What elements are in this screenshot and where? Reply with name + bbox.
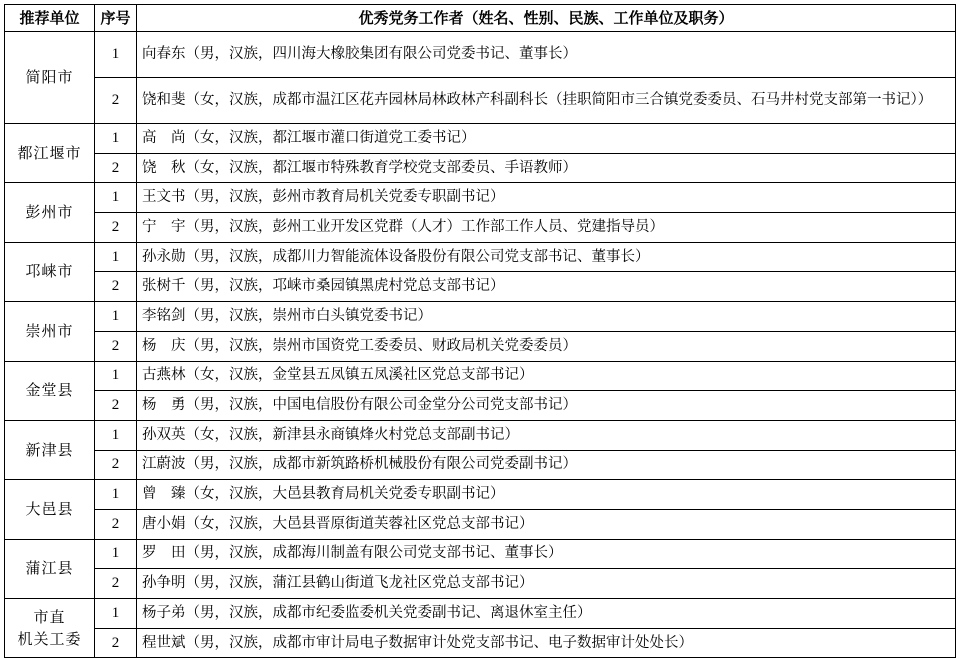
awardee-description: 唐小娟（女，汉族，大邑县晋原街道芙蓉社区党总支部书记）: [137, 509, 956, 539]
table-row: [5, 539, 956, 569]
row-number: 2: [95, 628, 137, 658]
awardee-description: 孙双英（女，汉族，新津县永商镇烽火村党总支部副书记）: [137, 420, 956, 450]
table-row: [5, 302, 956, 332]
table-row: [5, 480, 956, 510]
header-index: 序号: [95, 5, 137, 32]
table-row: [5, 599, 956, 629]
row-number: 1: [95, 302, 137, 332]
awardee-description: 孙争明（男，汉族，蒲江县鹤山街道飞龙社区党总支部书记）: [137, 569, 956, 599]
row-number: 2: [95, 213, 137, 243]
row-number: 2: [95, 509, 137, 539]
table-row: [5, 361, 956, 391]
awardee-description: 杨 勇（男，汉族，中国电信股份有限公司金堂分公司党支部书记）: [137, 391, 956, 421]
awardee-description: 李铭剑（男，汉族，崇州市白头镇党委书记）: [137, 302, 956, 332]
awardee-description: 饶和斐（女，汉族，成都市温江区花卉园林局林政林产科副科长（挂职简阳市三合镇党委委员、石马井村党支部第一书记））: [137, 78, 956, 124]
awardee-description: 孙永勋（男，汉族，成都川力智能流体设备股份有限公司党支部书记、董事长）: [137, 242, 956, 272]
table-row: [5, 509, 956, 539]
row-number: 1: [95, 361, 137, 391]
unit-cell: 市直 机关工委: [5, 599, 95, 658]
row-number: 1: [95, 420, 137, 450]
unit-cell: 新津县: [5, 420, 95, 479]
row-number: 1: [95, 599, 137, 629]
row-number: 1: [95, 242, 137, 272]
table-row: [5, 153, 956, 183]
awardee-description: 程世斌（男，汉族，成都市审计局电子数据审计处党支部书记、电子数据审计处处长）: [137, 628, 956, 658]
row-number: 1: [95, 124, 137, 154]
awardee-description: 宁 宇（男，汉族，彭州工业开发区党群（人才）工作部工作人员、党建指导员）: [137, 213, 956, 243]
unit-cell: 邛崃市: [5, 242, 95, 301]
awardee-description: 张树千（男，汉族，邛崃市桑园镇黑虎村党总支部书记）: [137, 272, 956, 302]
table-row: [5, 32, 956, 78]
row-number: 2: [95, 569, 137, 599]
awardee-description: 杨 庆（男，汉族，崇州市国资党工委委员、财政局机关党委委员）: [137, 331, 956, 361]
awardee-description: 江蔚波（男，汉族，成都市新筑路桥机械股份有限公司党委副书记）: [137, 450, 956, 480]
row-number: 2: [95, 272, 137, 302]
table-row: [5, 628, 956, 658]
unit-cell: 大邑县: [5, 480, 95, 539]
awardee-description: 饶 秋（女，汉族，都江堰市特殊教育学校党支部委员、手语教师）: [137, 153, 956, 183]
table-row: [5, 331, 956, 361]
unit-cell: 都江堰市: [5, 124, 95, 183]
awardee-description: 曾 臻（女，汉族，大邑县教育局机关党委专职副书记）: [137, 480, 956, 510]
awardee-description: 罗 田（男，汉族，成都海川制盖有限公司党支部书记、董事长）: [137, 539, 956, 569]
row-number: 2: [95, 331, 137, 361]
table-row: [5, 569, 956, 599]
header-description: 优秀党务工作者（姓名、性别、民族、工作单位及职务）: [137, 5, 956, 32]
table-row: [5, 242, 956, 272]
table-row: [5, 391, 956, 421]
header-unit: 推荐单位: [5, 5, 95, 32]
awardee-description: 王文书（男，汉族，彭州市教育局机关党委专职副书记）: [137, 183, 956, 213]
table-row: [5, 420, 956, 450]
table-row: [5, 450, 956, 480]
row-number: 2: [95, 391, 137, 421]
unit-cell: 彭州市: [5, 183, 95, 242]
unit-cell: 崇州市: [5, 302, 95, 361]
row-number: 2: [95, 78, 137, 124]
unit-cell: 简阳市: [5, 32, 95, 124]
table-row: [5, 78, 956, 124]
row-number: 2: [95, 153, 137, 183]
row-number: 1: [95, 32, 137, 78]
awardee-description: 古燕林（女，汉族，金堂县五凤镇五凤溪社区党总支部书记）: [137, 361, 956, 391]
row-number: 1: [95, 480, 137, 510]
awardee-description: 高 尚（女，汉族，都江堰市灌口街道党工委书记）: [137, 124, 956, 154]
row-number: 2: [95, 450, 137, 480]
table-row: [5, 272, 956, 302]
table-row: [5, 183, 956, 213]
table-row: [5, 213, 956, 243]
row-number: 1: [95, 183, 137, 213]
table-row: [5, 124, 956, 154]
awardee-table: [4, 4, 956, 658]
unit-cell: 蒲江县: [5, 539, 95, 598]
table-header-row: [5, 5, 956, 32]
awardee-description: 杨子弟（男，汉族，成都市纪委监委机关党委副书记、离退休室主任）: [137, 599, 956, 629]
unit-cell: 金堂县: [5, 361, 95, 420]
awardee-description: 向春东（男，汉族，四川海大橡胶集团有限公司党委书记、董事长）: [137, 32, 956, 78]
row-number: 1: [95, 539, 137, 569]
